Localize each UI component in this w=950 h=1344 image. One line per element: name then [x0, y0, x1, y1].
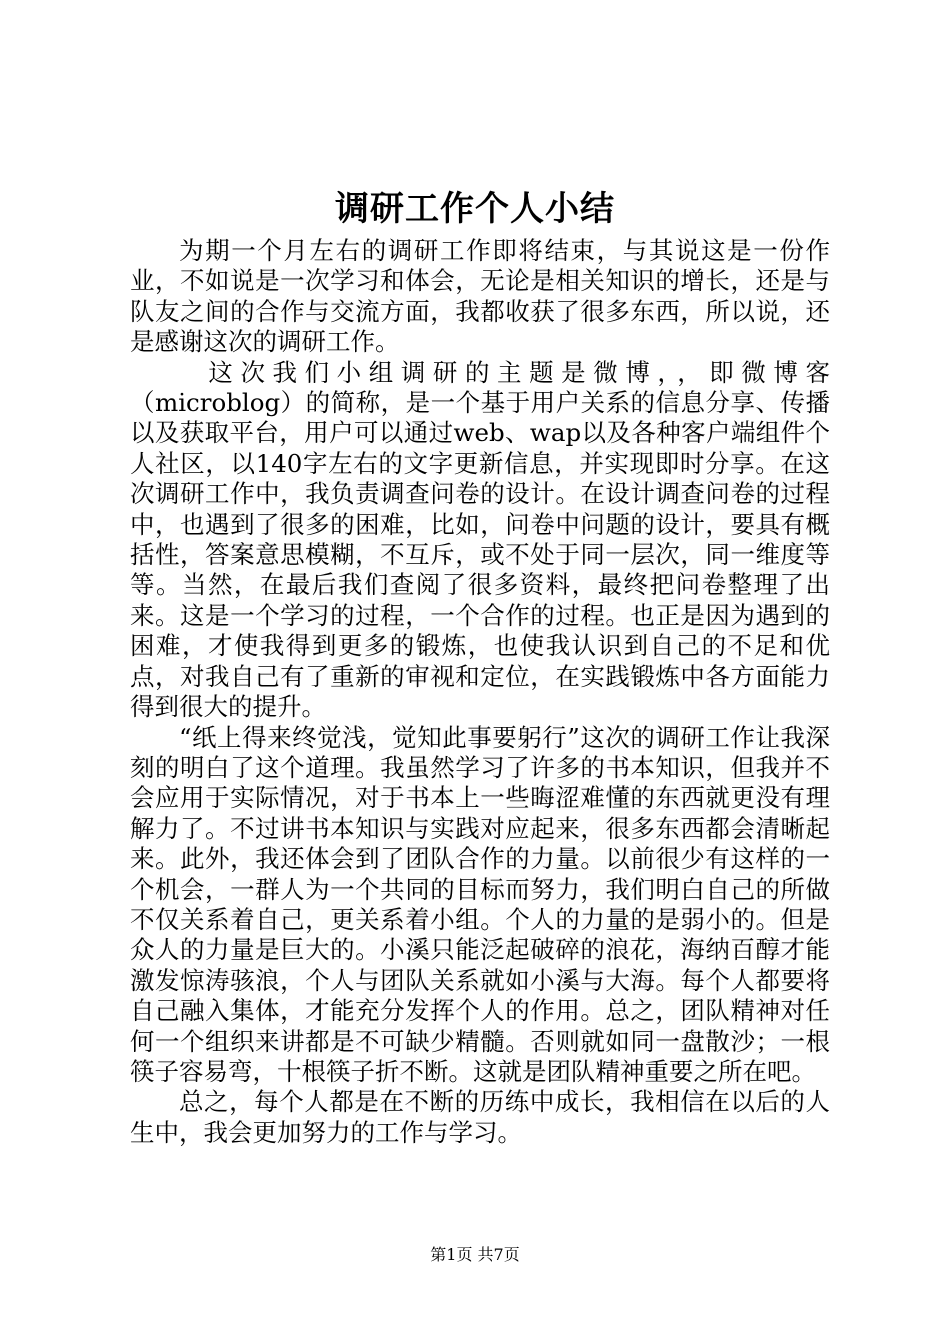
- page-footer: 第1页 共7页: [430, 1245, 520, 1264]
- paragraph-reflection: “纸上得来终觉浅，觉知此事要躬行”这次的调研工作让我深刻的明白了这个道理。我虽然学习了许多的书本知识，但我并不会应用于实际情况，对于书本上一些晦涩难懂的东西就更没有理解力了。不过讲书本知识与实践对应起来，很多东西都会清晰起来。此外，我还体会到了团队合作的力量。以前很少有这样的一个机会，一群人为一个共同的目标而努力，我们明白自己的所做不仅关系着自己，更关系着小组。个人的力量的是弱小的。但是众人的力量是巨大的。小溪只能泛起破碎的浪花，海纳百醇才能激发惊涛骇浪，个人与团队关系就如小溪与大海。每个人都要将自己融入集体，才能充分发挥个人的作用。总之，团队精神对任何一个组织来讲都是不可缺少精髓。否则就如同一盘散沙；一根筷子容易弯，十根筷子折不断。这就是团队精神重要之所在吧。: [130, 722, 830, 1086]
- paragraph-topic: 这次我们小组调研的主题是微博，，即微博客（microblog）的简称，是一个基于用户关系的信息分享、传播以及获取平台，用户可以通过web、wap以及各种客户端组件个人社区，以140字左右的文字更新信息，并实现即时分享。在这次调研工作中，我负责调查问卷的设计。在设计调查问卷的过程中，也遇到了很多的困难，比如，问卷中问题的设计，要具有概括性，答案意思模糊，不互斥，或不处于同一层次，同一维度等等。当然，在最后我们查阅了很多资料，最终把问卷整理了出来。这是一个学习的过程，一个合作的过程。也正是因为遇到的困难，才使我得到更多的锻炼，也使我认识到自己的不足和优点，对我自己有了重新的审视和定位，在实践锻炼中各方面能力得到很大的提升。: [130, 357, 830, 722]
- document-body: [130, 236, 830, 1148]
- paragraph-intro: 为期一个月左右的调研工作即将结束，与其说这是一份作业，不如说是一次学习和体会，无论是相关知识的增长，还是与队友之间的合作与交流方面，我都收获了很多东西，所以说，还是感谢这次的调研工作。: [130, 236, 830, 357]
- paragraph-conclusion: 总之，每个人都是在不断的历练中成长，我相信在以后的人生中，我会更加努力的工作与学习。: [130, 1087, 830, 1147]
- document-title: 调研工作个人小结: [335, 189, 615, 229]
